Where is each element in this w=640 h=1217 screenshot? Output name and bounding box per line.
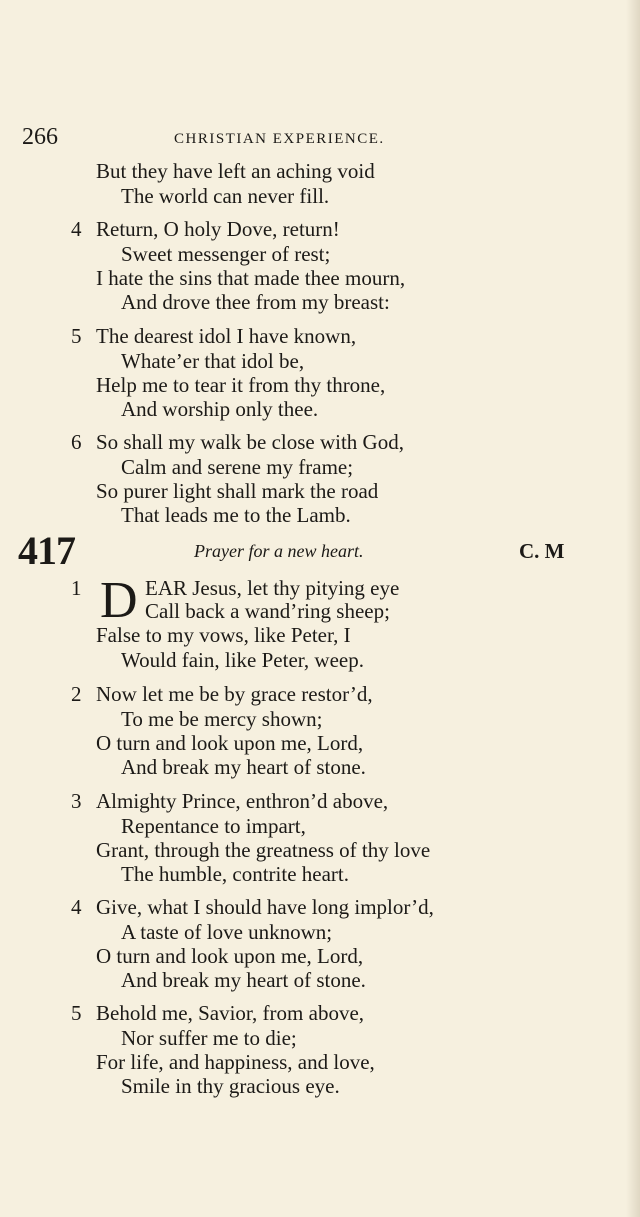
verse-line: And break my heart of stone. xyxy=(121,968,366,992)
hymn-meter: C. M xyxy=(519,539,565,563)
verse-line: O turn and look upon me, Lord, xyxy=(96,944,364,968)
verse-line: O turn and look upon me, Lord, xyxy=(96,731,364,755)
verse-line: Help me to tear it from thy throne, xyxy=(96,373,386,397)
verse-line: Calm and serene my frame; xyxy=(121,455,354,479)
stanza-number: 4 xyxy=(71,895,82,919)
verse-line: Give, what I should have long implor’d, xyxy=(96,895,434,919)
stanza-number: 3 xyxy=(71,789,82,813)
verse-line: The world can never fill. xyxy=(121,184,330,208)
verse-line: So shall my walk be close with God, xyxy=(96,430,404,454)
verse-line: Now let me be by grace restor’d, xyxy=(96,682,373,706)
stanza-number: 5 xyxy=(71,1001,82,1025)
verse-line: So purer light shall mark the road xyxy=(96,479,379,503)
hymn-number: 417 xyxy=(18,528,75,573)
verse-line: EAR Jesus, let thy pitying eye xyxy=(145,576,400,600)
verse-line: To me be mercy shown; xyxy=(121,707,323,731)
drop-cap: D xyxy=(100,572,138,629)
verse-line: And drove thee from my breast: xyxy=(121,290,390,314)
verse-line: Call back a wand’ring sheep; xyxy=(145,599,390,623)
verse-line: The dearest idol I have known, xyxy=(96,324,357,348)
verse-line: Nor suffer me to die; xyxy=(121,1026,297,1050)
verse-line: Smile in thy gracious eye. xyxy=(121,1074,340,1098)
stanza-number: 1 xyxy=(71,576,82,600)
verse-line: Grant, through the greatness of thy love xyxy=(96,838,431,862)
verse-line: And break my heart of stone. xyxy=(121,755,366,779)
verse-line: A taste of love unknown; xyxy=(121,920,333,944)
stanza-number: 5 xyxy=(71,324,82,348)
verse-line: For life, and happiness, and love, xyxy=(96,1050,375,1074)
stanza-number: 4 xyxy=(71,217,82,241)
page-number: 266 xyxy=(22,124,58,150)
verse-line: Would fain, like Peter, weep. xyxy=(121,648,364,672)
verse-line: Whate’er that idol be, xyxy=(121,349,305,373)
stanza-number: 6 xyxy=(71,430,82,454)
verse-line: That leads me to the Lamb. xyxy=(121,503,351,527)
verse-line: And worship only thee. xyxy=(121,397,319,421)
verse-line: Return, O holy Dove, return! xyxy=(96,217,340,241)
verse-line: I hate the sins that made thee mourn, xyxy=(96,266,406,290)
verse-line: The humble, contrite heart. xyxy=(121,862,349,886)
verse-line: Sweet messenger of rest; xyxy=(121,242,331,266)
verse-line: But they have left an aching void xyxy=(96,159,375,183)
verse-line: Behold me, Savior, from above, xyxy=(96,1001,365,1025)
verse-line: Almighty Prince, enthron’d above, xyxy=(96,789,389,813)
page-edge-shadow xyxy=(626,0,640,1217)
running-head: CHRISTIAN EXPERIENCE. xyxy=(174,131,385,147)
verse-line: False to my vows, like Peter, I xyxy=(96,623,351,647)
verse-line: Repentance to impart, xyxy=(121,814,306,838)
hymn-title: Prayer for a new heart. xyxy=(194,541,364,561)
stanza-number: 2 xyxy=(71,682,82,706)
